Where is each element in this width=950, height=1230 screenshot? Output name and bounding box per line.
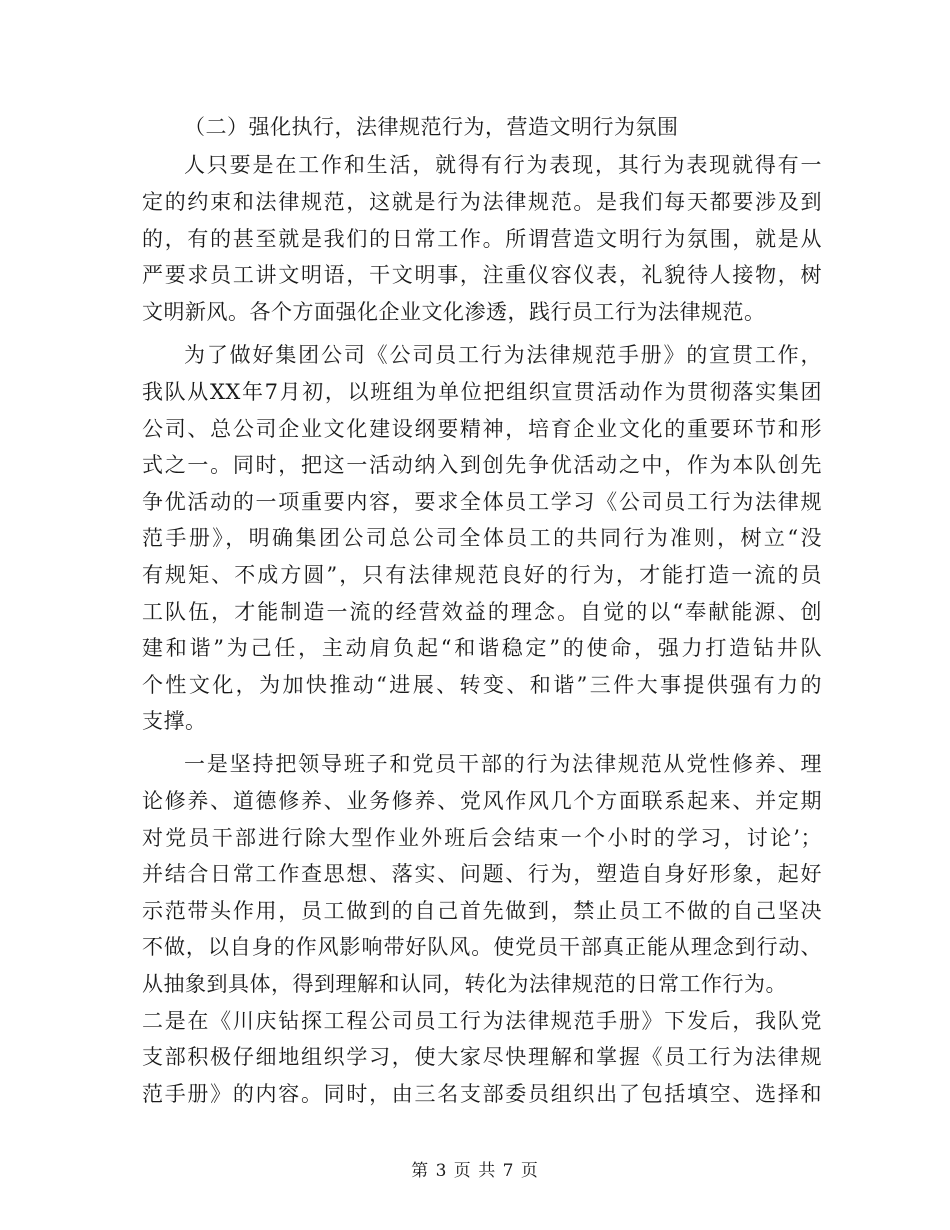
paragraph-line: 式之一。同时，把这一活动纳入到创先争优活动之中，作为本队创先 [142,453,822,477]
paragraph-line: 公司、总公司企业文化建设纲要精神，培育企业文化的重要环节和形 [142,417,822,441]
paragraph-line: 论修养、道德修养、业务修养、党风作风几个方面联系起来、并定期 [142,789,822,813]
section-heading: （二）强化执行，法律规范行为，营造文明行为氛围 [184,115,679,139]
paragraph-line: 严要求员工讲文明语，干文明事，注重仪容仪表，礼貌待人接物，树 [142,263,822,287]
paragraph-line: 示范带头作用，员工做到的自己首先做到，禁止员工不做的自己坚决 [142,899,822,923]
paragraph-line: 有规矩、不成方圆”，只有法律规范良好的行为，才能打造一流的员 [142,563,822,587]
paragraph-line: 范手册》，明确集团公司总公司全体员工的共同行为准则，树立“没 [142,526,822,550]
paragraph-line: 定的约束和法律规范，这就是行为法律规范。是我们每天都要涉及到 [142,190,822,214]
paragraph-line: 人只要是在工作和生活，就得有行为表现，其行为表现就得有一 [184,153,822,177]
paragraph-line: 范手册》的内容。同时，由三名支部委员组织出了包括填空、选择和 [142,1082,822,1106]
paragraph-line: 不做，以自身的作风影响带好队风。使党员干部真正能从理念到行动、 [142,935,822,959]
paragraph-line: 二是在《川庆钻探工程公司员工行为法律规范手册》下发后，我队党 [142,1009,822,1033]
paragraph-line: 支部积极仔细地组织学习，使大家尽快理解和掌握《员工行为法律规 [142,1045,822,1069]
paragraph-line: 个性文化，为加快推动“进展、转变、和谐”三件大事提供强有力的 [142,673,822,697]
paragraph-line: 支撑。 [142,709,207,733]
paragraph-line: 我队从XX年7月初，以班组为单位把组织宣贯活动作为贯彻落实集团 [142,380,822,404]
paragraph-line: 为了做好集团公司《公司员工行为法律规范手册》的宣贯工作， [184,343,822,367]
paragraph-line: 对党员干部进行除大型作业外班后会结束一个小时的学习，讨论’； [142,826,822,850]
paragraph-line: 的，有的甚至就是我们的日常工作。所谓营造文明行为氛围，就是从 [142,227,822,251]
paragraph-line: 争优活动的一项重要内容，要求全体员工学习《公司员工行为法律规 [142,490,822,514]
paragraph-line: 文明新风。各个方面强化企业文化渗透，践行员工行为法律规范。 [142,300,766,324]
paragraph-line: 一是坚持把领导班子和党员干部的行为法律规范从党性修养、理 [184,752,822,776]
paragraph-line: 从抽象到具体，得到理解和认同，转化为法律规范的日常工作行为。 [142,972,787,996]
paragraph-line: 工队伍，才能制造一流的经营效益的理念。自觉的以“奉献能源、创 [142,600,822,624]
paragraph-line: 并结合日常工作查思想、落实、问题、行为，塑造自身好形象，起好 [142,862,822,886]
page-number: 第 3 页 共 7 页 [411,1161,539,1181]
paragraph-line: 建和谐”为己任，主动肩负起“和谐稳定”的使命，强力打造钻井队 [142,636,822,660]
